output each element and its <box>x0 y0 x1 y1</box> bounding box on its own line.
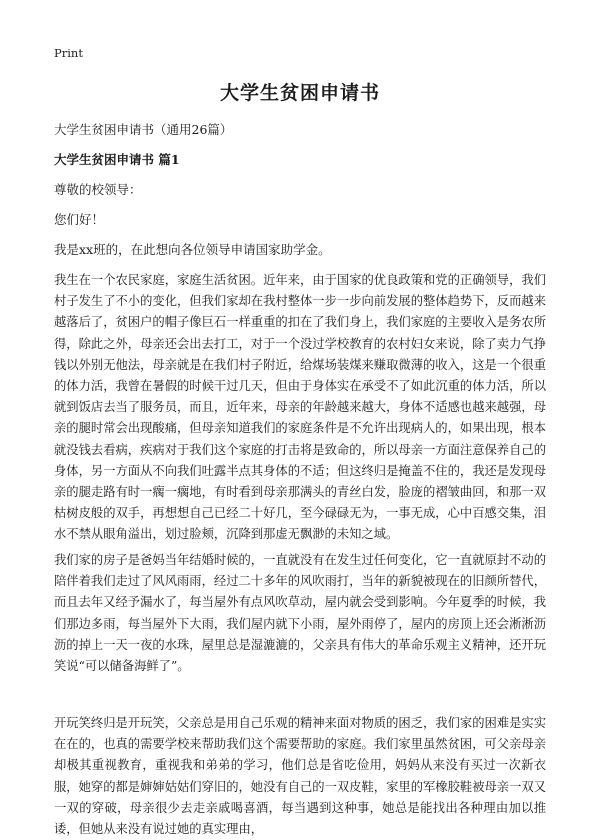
document-title: 大学生贫困申请书 <box>219 82 380 104</box>
salutation: 尊敬的校领导： <box>54 182 142 197</box>
document-subtitle: 大学生贫困申请书（通用26篇） <box>54 122 233 137</box>
section-heading: 大学生贫困申请书 篇1 <box>54 152 180 167</box>
body-paragraph: 我生在一个农民家庭，家庭生活贫困。近年来，由于国家的优良政策和党的正确领导，我们村子发生了不小的变化，但我们家却在我村整体一步一步向前发展的整体趋势下，反而越来越落后了，贫困户的帽子像巨石一样重重的扣在了我们身上，我们家庭的主要收入是务农所得，除此之外，母亲还会出去打工，对于一个没过学校教育的农村妇女来说，除了卖力气挣钱以外别无他法，母亲就是在我们村子附近，给煤场装煤来赚取微薄的收入，这是一个很重的体力活，我曾在暑假的时候干过几天，但由于身体实在承受不了如此沉重的体力活，所以就到饭店去当了服务员，而且，近年来，母亲的年龄越来越大，身体不适感也越来越强，母亲的腿时常会出现酸痛，但母亲知道我们的家庭条件是不允许出现病人的，如果出现，根本就没钱去看病，疾病对于我们这个家庭的打击将是致命的，所以母亲一方面注意保养自己的身体，另一方面从不向我们吐露半点其身体的不适；但这终归是掩盖不住的，我还是发现母亲的腿走路有时一瘸一瘸地，有时看到母亲那满头的青丝白发，脸庞的褶皱曲回，和那一双枯树皮般的双手，再想想自己已经二十好几，至今碌碌无为，一事无成，心中百感交集，泪水不禁从眼角溢出，划过脸颊，沉降到那虚无飘渺的未知之域。 <box>54 273 546 542</box>
intro-line: 我是xx班的，在此想向各位领导申请国家助学金。 <box>54 242 331 257</box>
print-link[interactable]: Print <box>54 46 83 60</box>
body-paragraph: 开玩笑终归是开玩笑，父亲总是用自己乐观的精神来面对物质的困乏，我们家的困难是实实在在的，也真的需要学校来帮助我们这个需要帮助的家庭。我们家里虽然贫困，可父亲母亲却极其重视教育，重视我和弟弟的学习，他们总是省吃俭用，妈妈从来没有买过一次新衣服，她穿的都是婶婶姑姑们穿旧的，她没有自己的一双皮鞋，家里的军橡胶鞋被母亲一双又一双的穿破，母亲很少去走亲戚喝喜酒，每当遇到这种事，她总是能找出各种理由加以推诿，但她从来没有说过她的真实理由， <box>54 716 546 837</box>
greeting: 您们好！ <box>54 212 105 227</box>
body-paragraph: 我们家的房子是爸妈当年结婚时候的，一直就没有在发生过任何变化，它一直就原封不动的陪伴着我们走过了风风雨雨，经过二十多年的风吹雨打，当年的新貌被现在的旧颜所替代，而且去年又经予漏水了，每当屋外有点风吹草动，屋内就会受到影响。今年夏季的时候，我们那边多雨，每当屋外下大雨，我们屋内就下小雨，屋外雨停了，屋内的房顶上还会淅淅沥沥的掉上一天一夜的水珠，屋里总是湿漉漉的，父亲具有伟大的革命乐观主义精神，还开玩笑说“可以储备海鲜了”。 <box>54 553 546 674</box>
